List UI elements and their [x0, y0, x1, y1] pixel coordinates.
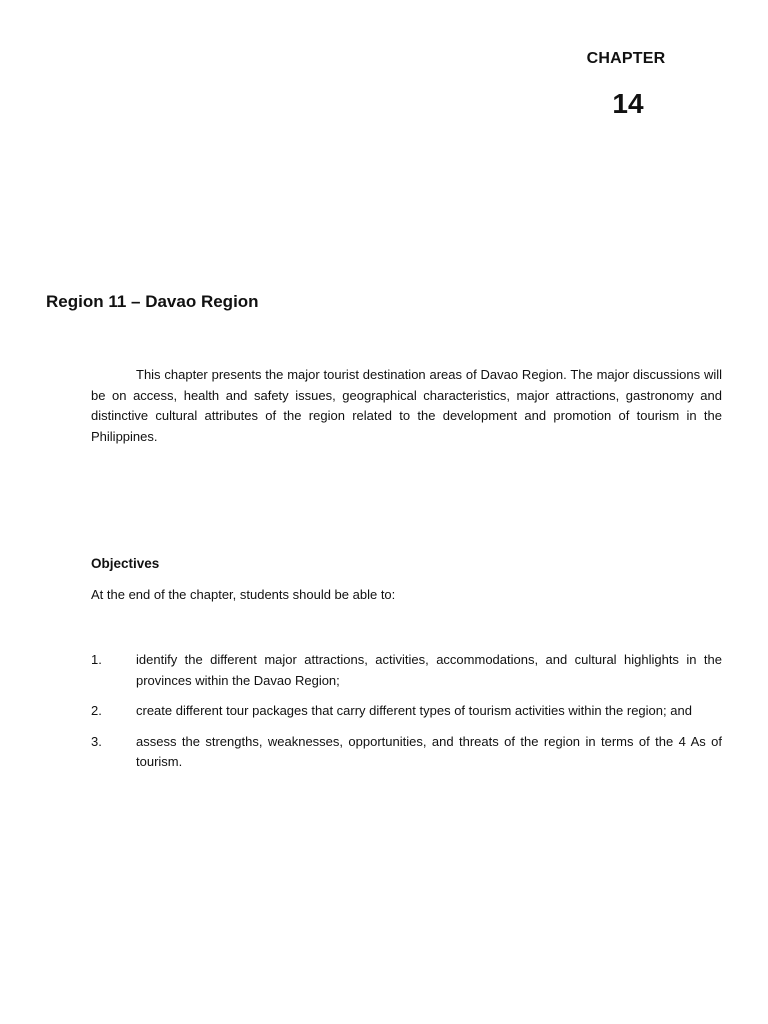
objective-text: create different tour packages that carry different types of tourism activities within the region; and [136, 703, 692, 718]
chapter-number: 14 [612, 88, 644, 119]
intro-paragraph: This chapter presents the major tourist destination areas of Davao Region. The major discussions will be on access, health and safety issues, geographical characteristics, major attractions, gastronomy and distinctive cultural attributes of the region related to the development and promotion of tourism in the Philippines. [91, 367, 722, 444]
objective-number: 1. [91, 652, 102, 667]
objective-text: identify the different major attractions, activities, accommodations, and cultural highlights in the provinces within the Davao Region; [136, 652, 722, 688]
objectives-lead: At the end of the chapter, students should be able to: [91, 587, 396, 602]
objectives-list [91, 650, 722, 783]
objective-item [91, 701, 722, 722]
objective-item [91, 650, 722, 691]
objective-number: 2. [91, 703, 102, 718]
region-title: Region 11 – Davao Region [46, 292, 259, 311]
objective-text: assess the strengths, weaknesses, opportunities, and threats of the region in terms of the 4 As of tourism. [136, 733, 722, 769]
objective-number: 3. [91, 733, 102, 749]
chapter-label: CHAPTER [586, 50, 666, 67]
objectives-heading: Objectives [91, 556, 160, 571]
objective-item [91, 732, 722, 773]
